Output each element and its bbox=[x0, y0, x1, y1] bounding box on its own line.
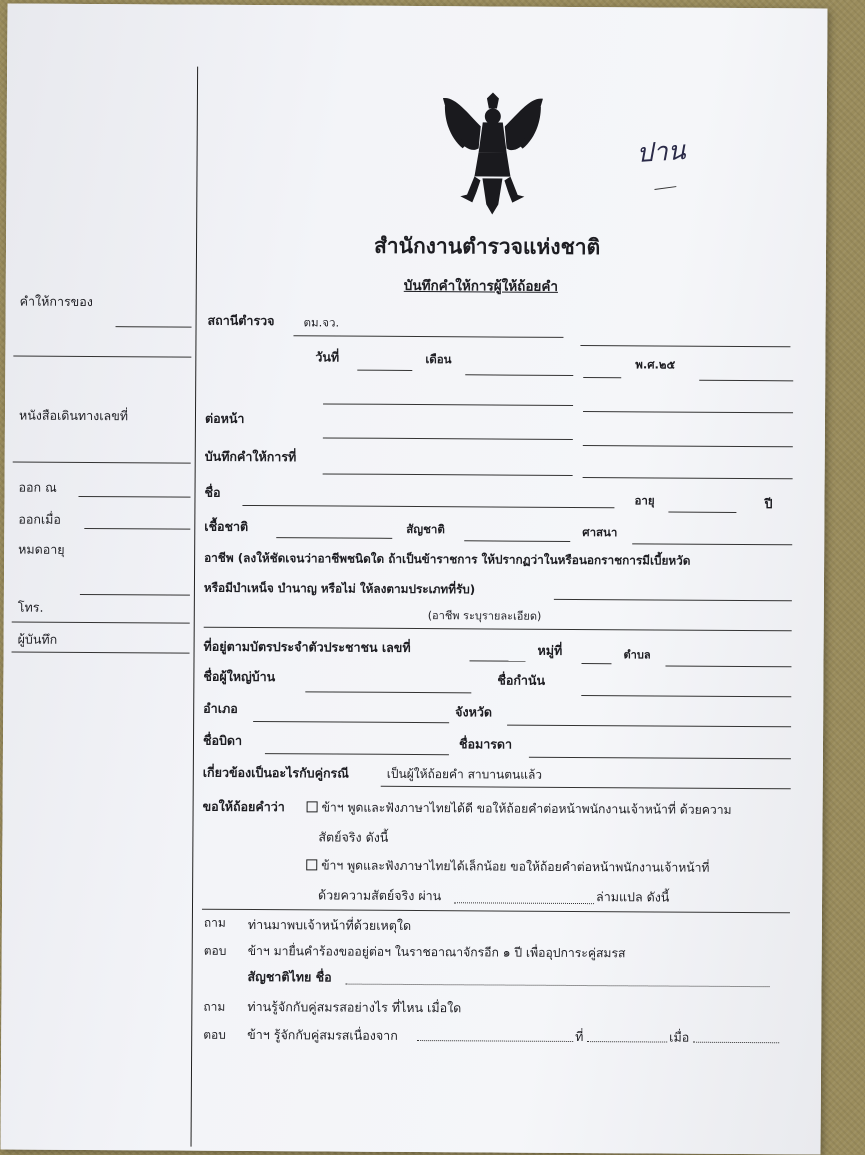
q2-text: ท่านรู้จักกับคู่สมรสอย่างไร ที่ไหน เมื่อใด bbox=[247, 998, 462, 1016]
option-2-text: ข้าฯ พูดและฟังภาษาไทยได้เล็กน้อย ขอให้ถ้อยคำต่อหน้าพนักงานเจ้าหน้าที่ bbox=[321, 858, 710, 875]
margin-rule bbox=[191, 67, 199, 1147]
option-2[interactable] bbox=[306, 859, 709, 874]
side-expires: หมดอายุ bbox=[18, 541, 65, 557]
name-label: ชื่อ bbox=[204, 484, 221, 500]
station-field-2[interactable] bbox=[580, 345, 790, 347]
occupation-label-2: หรือมีบำเหน็จ บำนาญ หรือไม่ ให้ลงตามประเภทที่รับ) bbox=[203, 580, 476, 597]
name-field[interactable] bbox=[242, 505, 614, 508]
address-label: ที่อยู่ตามบัตรประจำตัวประชาชน เลขที่ bbox=[203, 638, 411, 655]
station-label: สถานีตำรวจ bbox=[207, 312, 275, 329]
garuda-emblem-icon bbox=[436, 92, 549, 217]
q1-text: ท่านมาพบเจ้าหน้าที่ด้วยเหตุใด bbox=[247, 916, 412, 933]
village-head-field[interactable] bbox=[305, 691, 471, 693]
year-field[interactable] bbox=[699, 380, 793, 382]
station-value: ตม.จว. bbox=[303, 315, 340, 330]
tambon-label: ตำบล bbox=[623, 648, 651, 662]
nationality-label: สัญชาติ bbox=[406, 521, 445, 537]
side-issued-on: ออกเมื่อ bbox=[18, 511, 62, 527]
race-label: เชื้อชาติ bbox=[204, 518, 249, 534]
father-label: ชื่อบิดา bbox=[202, 732, 243, 748]
race-field[interactable] bbox=[276, 537, 392, 539]
a2-label: ตอบ bbox=[203, 1027, 226, 1042]
side-recorder: ผู้บันทึก bbox=[17, 631, 58, 647]
occupation-label: อาชีพ (ลงให้ชัดเจนว่าอาชีพชนิดใด ถ้าเป็นข้าราชการ ให้ปรากฏว่าในหรือนอกราชการมีเบี้ยหวัด bbox=[204, 550, 691, 568]
record-label: บันทึกคำให้การที่ bbox=[204, 448, 297, 465]
option-1-text-2: สัตย์จริง ดังนี้ bbox=[318, 829, 389, 845]
side-divider bbox=[13, 356, 191, 358]
occupation-field[interactable] bbox=[554, 599, 792, 601]
record-field[interactable] bbox=[323, 473, 573, 476]
statement-label: ขอให้ถ้อยคำว่า bbox=[202, 798, 285, 815]
side-passport-no: หนังสือเดินทางเลขที่ bbox=[18, 407, 129, 424]
option-1-checkbox[interactable] bbox=[307, 801, 318, 812]
a2-text: ข้าฯ รู้จักกับคู่สมรสเนื่องจาก bbox=[247, 1026, 398, 1043]
side-divider bbox=[12, 652, 190, 654]
mother-label: ชื่อมารดา bbox=[458, 736, 513, 752]
age-label: อายุ bbox=[634, 493, 655, 508]
moo-label: หมู่ที่ bbox=[537, 642, 563, 658]
province-field[interactable] bbox=[507, 725, 791, 728]
option-2-text-2: ด้วยความสัตย์จริง ผ่าน bbox=[318, 887, 442, 904]
side-statement-of-line bbox=[116, 326, 192, 327]
side-statement-of: คำให้การของ bbox=[19, 293, 93, 310]
side-tel: โทร. bbox=[17, 599, 44, 615]
met-place-field[interactable] bbox=[587, 1041, 667, 1042]
option-2-checkbox[interactable] bbox=[306, 859, 317, 870]
nationality-field[interactable] bbox=[464, 540, 570, 542]
side-expires-line bbox=[80, 594, 190, 596]
agency-title: สำนักงานตำรวจแห่งชาติ bbox=[373, 233, 601, 260]
before-label: ต่อหน้า bbox=[204, 410, 245, 426]
form-title: บันทึกคำให้การผู้ให้ถ้อยคำ bbox=[403, 277, 559, 295]
moo-field[interactable] bbox=[581, 663, 611, 664]
side-divider bbox=[12, 622, 190, 624]
side-issued-at: ออก ณ bbox=[18, 479, 57, 495]
address-no-field[interactable] bbox=[469, 660, 525, 661]
tambon-field[interactable] bbox=[665, 666, 791, 668]
blank-line[interactable] bbox=[583, 411, 793, 413]
father-field[interactable] bbox=[265, 753, 449, 755]
record-field-2[interactable] bbox=[583, 477, 793, 479]
a2-where-label: ที่ bbox=[575, 1028, 584, 1045]
amphoe-label: อำเภอ bbox=[203, 700, 238, 716]
kamnan-label: ชื่อกำนัน bbox=[497, 672, 546, 688]
before-field-2[interactable] bbox=[583, 445, 793, 447]
q2-label: ถาม bbox=[203, 999, 226, 1014]
occupation-note: (อาชีพ ระบุรายละเอียด) bbox=[427, 609, 542, 623]
q1-label: ถาม bbox=[203, 915, 226, 930]
village-head-label: ชื่อผู้ใหญ่บ้าน bbox=[203, 668, 276, 685]
age-field[interactable] bbox=[668, 512, 736, 513]
mother-field[interactable] bbox=[529, 757, 791, 760]
spouse-name-field[interactable] bbox=[346, 984, 770, 988]
year-label: พ.ศ.๒๕ bbox=[635, 357, 676, 372]
month-field[interactable] bbox=[465, 374, 573, 376]
side-issued-at-line bbox=[78, 496, 190, 498]
kamnan-field[interactable] bbox=[581, 695, 791, 697]
amphoe-field[interactable] bbox=[253, 721, 449, 723]
blank-line[interactable] bbox=[323, 403, 573, 406]
province-label: จังหวัด bbox=[455, 704, 493, 720]
option-2-text-3: ล่ามแปล ดังนี้ bbox=[596, 889, 670, 905]
a2-when-label: เมื่อ bbox=[669, 1029, 690, 1045]
relation-value: เป็นผู้ให้ถ้อยคำ สาบานตนแล้ว bbox=[386, 766, 543, 782]
station-field[interactable] bbox=[293, 335, 563, 338]
divider-line bbox=[202, 909, 790, 914]
month-field-2[interactable] bbox=[583, 377, 621, 378]
handwritten-mark: ปาน bbox=[635, 135, 687, 170]
met-date-field[interactable] bbox=[693, 1042, 779, 1044]
form-page bbox=[1, 4, 828, 1155]
a1-text-2: สัญชาติไทย ชื่อ bbox=[247, 968, 332, 985]
a1-text: ข้าฯ มายื่นคำร้องขออยู่ต่อฯ ในราชอาณาจักรอีก ๑ ปี เพื่ออุปการะคู่สมรส bbox=[247, 943, 626, 961]
years-label: ปี bbox=[764, 496, 773, 512]
relation-label: เกี่ยวข้องเป็นอะไรกับคู่กรณี bbox=[202, 764, 349, 781]
before-field[interactable] bbox=[323, 437, 573, 440]
month-label: เดือน bbox=[425, 352, 452, 367]
met-reason-field[interactable] bbox=[417, 1040, 573, 1042]
date-label: วันที่ bbox=[315, 349, 340, 365]
side-divider bbox=[13, 462, 191, 464]
a1-label: ตอบ bbox=[203, 943, 227, 958]
relation-field[interactable] bbox=[381, 786, 791, 790]
occupation-field-2[interactable] bbox=[204, 627, 792, 632]
religion-field[interactable] bbox=[632, 543, 792, 545]
handwritten-stroke bbox=[654, 186, 676, 190]
date-field[interactable] bbox=[357, 370, 412, 371]
religion-label: ศาสนา bbox=[582, 525, 618, 540]
interpreter-field[interactable] bbox=[454, 902, 594, 904]
option-1-text: ข้าฯ พูดและฟังภาษาไทยได้ดี ขอให้ถ้อยคำต่อหน้าพนักงานเจ้าหน้าที่ ด้วยความ bbox=[321, 800, 732, 817]
option-1[interactable] bbox=[307, 801, 732, 816]
side-issued-on-line bbox=[84, 528, 190, 530]
